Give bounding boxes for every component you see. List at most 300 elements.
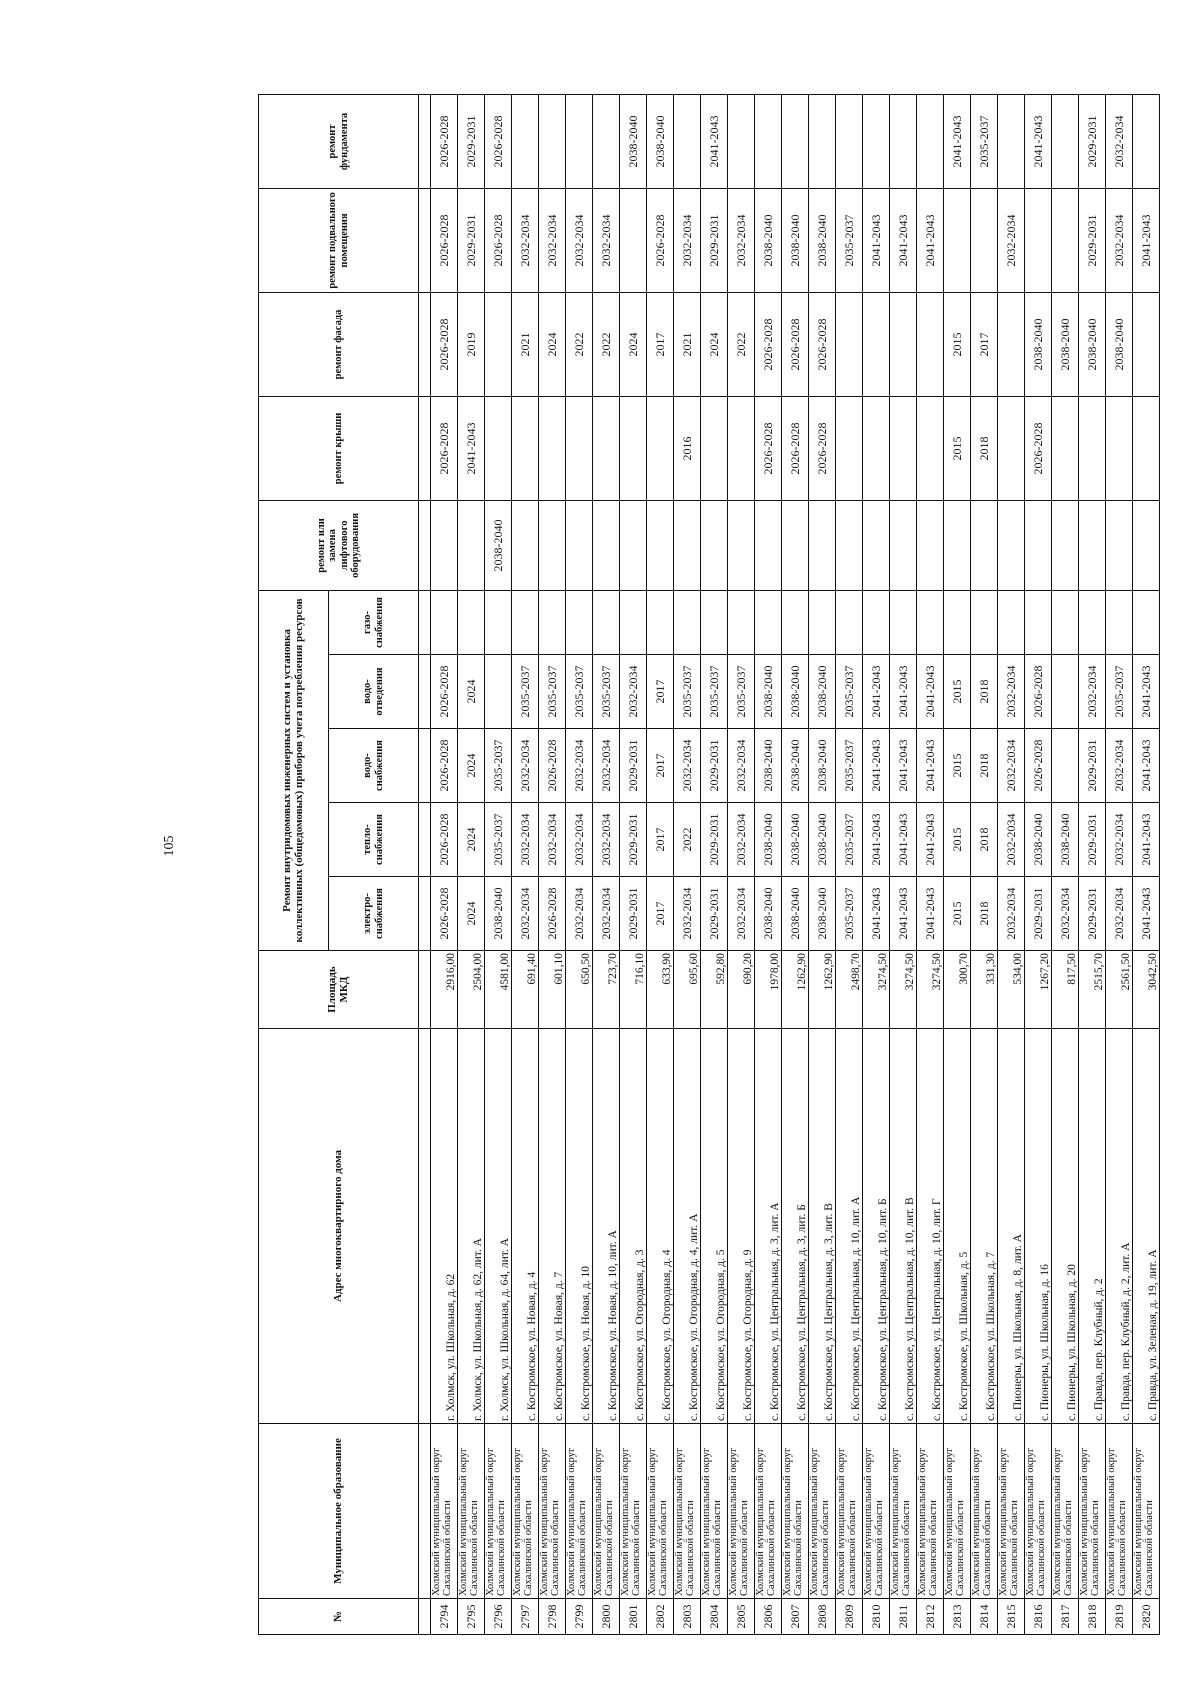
area-cell: 2515,70 — [1079, 951, 1106, 1029]
address-cell: г. Холмск, ул. Школьная, д. 62, лит. А — [458, 1029, 485, 1424]
facade-year-cell: 2022 — [593, 292, 620, 396]
electro-year-cell: 2032-2034 — [998, 877, 1025, 951]
address-cell: с. Костромское, ул. Новая, д. 10 — [566, 1029, 593, 1424]
header-electro: электро-снабжения — [329, 877, 419, 951]
gas-year-cell — [998, 590, 1025, 654]
lift-year-cell — [674, 500, 701, 590]
header-num: № — [259, 1599, 419, 1635]
gas-year-cell — [647, 590, 674, 654]
facade-year-cell: 2021 — [674, 292, 701, 396]
municipality-cell: Холмский муниципальный округ Сахалинской области — [890, 1424, 917, 1599]
row-number: 2803 — [674, 1599, 701, 1635]
basement-year-cell: 2032-2034 — [728, 188, 755, 292]
municipality-cell: Холмский муниципальный округ Сахалинской области — [1052, 1424, 1079, 1599]
table-row — [971, 94, 998, 1634]
heat-year-cell: 2032-2034 — [1106, 803, 1133, 877]
roof-year-cell: 2026-2028 — [782, 396, 809, 500]
drain-year-cell: 2035-2037 — [728, 655, 755, 729]
electro-year-cell: 2018 — [971, 877, 998, 951]
electro-year-cell: 2038-2040 — [809, 877, 836, 951]
basement-year-cell: 2041-2043 — [917, 188, 944, 292]
water-year-cell: 2032-2034 — [593, 729, 620, 803]
facade-year-cell — [863, 292, 890, 396]
table-row — [512, 94, 539, 1634]
header-foundation: ремонт фундамента — [259, 94, 419, 188]
drain-year-cell: 2024 — [458, 655, 485, 729]
water-year-cell: 2035-2037 — [485, 729, 512, 803]
area-cell: 3042,50 — [1133, 951, 1160, 1029]
water-year-cell: 2038-2040 — [755, 729, 782, 803]
facade-year-cell — [1133, 292, 1160, 396]
foundation-year-cell: 2038-2040 — [620, 94, 647, 188]
roof-year-cell — [917, 396, 944, 500]
water-year-cell: 2026-2028 — [539, 729, 566, 803]
electro-year-cell: 2041-2043 — [863, 877, 890, 951]
table-row — [998, 94, 1025, 1634]
lift-year-cell — [809, 500, 836, 590]
address-cell: с. Правда, ул. Зеленая, д. 19, лит. А — [1133, 1029, 1160, 1424]
municipality-cell: Холмский муниципальный округ Сахалинской области — [998, 1424, 1025, 1599]
gas-year-cell — [701, 590, 728, 654]
facade-year-cell: 2038-2040 — [1052, 292, 1079, 396]
municipality-cell: Холмский муниципальный округ Сахалинской области — [728, 1424, 755, 1599]
row-number: 2795 — [458, 1599, 485, 1635]
table-row — [539, 94, 566, 1634]
drain-year-cell: 2038-2040 — [809, 655, 836, 729]
area-cell: 1262,90 — [782, 951, 809, 1029]
lift-year-cell — [971, 500, 998, 590]
heat-year-cell: 2035-2037 — [485, 803, 512, 877]
table-row — [620, 94, 647, 1634]
water-year-cell: 2026-2028 — [431, 729, 458, 803]
water-year-cell: 2029-2031 — [1079, 729, 1106, 803]
table-row — [1106, 94, 1133, 1634]
drain-year-cell: 2041-2043 — [890, 655, 917, 729]
address-cell: с. Костромское, ул. Центральная, д. 10, лит. А — [836, 1029, 863, 1424]
roof-year-cell — [863, 396, 890, 500]
basement-year-cell: 2026-2028 — [647, 188, 674, 292]
lift-year-cell — [755, 500, 782, 590]
drain-year-cell: 2035-2037 — [701, 655, 728, 729]
water-year-cell: 2017 — [647, 729, 674, 803]
municipality-cell: Холмский муниципальный округ Сахалинской области — [620, 1424, 647, 1599]
foundation-year-cell: 2029-2031 — [1079, 94, 1106, 188]
row-number: 2794 — [431, 1599, 458, 1635]
water-year-cell: 2024 — [458, 729, 485, 803]
address-cell: с. Костромское, ул. Центральная, д. 3, лит. В — [809, 1029, 836, 1424]
area-cell: 716,10 — [620, 951, 647, 1029]
facade-year-cell: 2038-2040 — [1106, 292, 1133, 396]
foundation-year-cell — [836, 94, 863, 188]
electro-year-cell: 2026-2028 — [539, 877, 566, 951]
roof-year-cell — [1133, 396, 1160, 500]
heat-year-cell: 2038-2040 — [1025, 803, 1052, 877]
water-year-cell: 2041-2043 — [890, 729, 917, 803]
municipality-cell: Холмский муниципальный округ Сахалинской области — [863, 1424, 890, 1599]
roof-year-cell — [890, 396, 917, 500]
table-row — [890, 94, 917, 1634]
roof-year-cell — [620, 396, 647, 500]
roof-year-cell — [512, 396, 539, 500]
row-number: 2810 — [863, 1599, 890, 1635]
drain-year-cell — [485, 655, 512, 729]
foundation-year-cell — [998, 94, 1025, 188]
municipality-cell: Холмский муниципальный округ Сахалинской области — [431, 1424, 458, 1599]
lift-year-cell: 2038-2040 — [485, 500, 512, 590]
municipality-cell: Холмский муниципальный округ Сахалинской области — [836, 1424, 863, 1599]
row-number: 2819 — [1106, 1599, 1133, 1635]
drain-year-cell: 2032-2034 — [1079, 655, 1106, 729]
header-heat: тепло-снабжения — [329, 803, 419, 877]
foundation-year-cell — [1133, 94, 1160, 188]
municipality-cell: Холмский муниципальный округ Сахалинской области — [593, 1424, 620, 1599]
area-cell: 534,00 — [998, 951, 1025, 1029]
water-year-cell: 2032-2034 — [728, 729, 755, 803]
facade-year-cell: 2026-2028 — [782, 292, 809, 396]
municipality-cell: Холмский муниципальный округ Сахалинской области — [1133, 1424, 1160, 1599]
electro-year-cell: 2038-2040 — [755, 877, 782, 951]
header-facade: ремонт фасада — [259, 292, 419, 396]
foundation-year-cell — [539, 94, 566, 188]
gas-year-cell — [1133, 590, 1160, 654]
heat-year-cell: 2029-2031 — [701, 803, 728, 877]
water-year-cell: 2041-2043 — [917, 729, 944, 803]
roof-year-cell: 2026-2028 — [431, 396, 458, 500]
electro-year-cell: 2032-2034 — [674, 877, 701, 951]
gas-year-cell — [458, 590, 485, 654]
rotated-table-container — [258, 95, 1159, 1635]
water-year-cell: 2032-2034 — [566, 729, 593, 803]
heat-year-cell: 2032-2034 — [998, 803, 1025, 877]
roof-year-cell — [1052, 396, 1079, 500]
area-cell: 2916,00 — [431, 951, 458, 1029]
foundation-year-cell — [755, 94, 782, 188]
area-cell: 3274,50 — [890, 951, 917, 1029]
address-cell: с. Пионеры, ул. Школьная, д. 16 — [1025, 1029, 1052, 1424]
water-year-cell: 2026-2028 — [1025, 729, 1052, 803]
roof-year-cell — [728, 396, 755, 500]
facade-year-cell: 2038-2040 — [1079, 292, 1106, 396]
area-cell: 2561,50 — [1106, 951, 1133, 1029]
water-year-cell: 2029-2031 — [620, 729, 647, 803]
heat-year-cell: 2015 — [944, 803, 971, 877]
lift-year-cell — [1133, 500, 1160, 590]
electro-year-cell: 2038-2040 — [485, 877, 512, 951]
facade-year-cell — [917, 292, 944, 396]
water-year-cell: 2032-2034 — [1106, 729, 1133, 803]
facade-year-cell: 2017 — [647, 292, 674, 396]
water-year-cell: 2029-2031 — [701, 729, 728, 803]
foundation-year-cell: 2032-2034 — [1106, 94, 1133, 188]
header-basement: ремонт подвального помещения — [259, 188, 419, 292]
electro-year-cell: 2029-2031 — [1079, 877, 1106, 951]
roof-year-cell — [1106, 396, 1133, 500]
roof-year-cell: 2016 — [674, 396, 701, 500]
water-year-cell: 2041-2043 — [863, 729, 890, 803]
foundation-year-cell — [728, 94, 755, 188]
foundation-year-cell — [566, 94, 593, 188]
area-cell: 817,50 — [1052, 951, 1079, 1029]
table-row — [1079, 94, 1106, 1634]
foundation-year-cell: 2041-2043 — [944, 94, 971, 188]
facade-year-cell: 2021 — [512, 292, 539, 396]
address-cell: с. Костромское, ул. Центральная, д. 10, лит. Г — [917, 1029, 944, 1424]
basement-year-cell — [1052, 188, 1079, 292]
municipality-cell: Холмский муниципальный округ Сахалинской области — [782, 1424, 809, 1599]
gas-year-cell — [1025, 590, 1052, 654]
row-number: 2805 — [728, 1599, 755, 1635]
basement-year-cell: 2041-2043 — [890, 188, 917, 292]
gas-year-cell — [539, 590, 566, 654]
basement-year-cell: 2035-2037 — [836, 188, 863, 292]
row-number: 2807 — [782, 1599, 809, 1635]
facade-year-cell: 2024 — [620, 292, 647, 396]
row-number: 2814 — [971, 1599, 998, 1635]
roof-year-cell — [647, 396, 674, 500]
area-cell: 331,30 — [971, 951, 998, 1029]
heat-year-cell: 2041-2043 — [863, 803, 890, 877]
row-number: 2797 — [512, 1599, 539, 1635]
electro-year-cell: 2032-2034 — [593, 877, 620, 951]
row-number: 2799 — [566, 1599, 593, 1635]
lift-year-cell — [863, 500, 890, 590]
water-year-cell: 2015 — [944, 729, 971, 803]
table-row — [458, 94, 485, 1634]
area-cell: 650,50 — [566, 951, 593, 1029]
row-number: 2809 — [836, 1599, 863, 1635]
repair-schedule-table — [258, 94, 1160, 1635]
heat-year-cell: 2032-2034 — [593, 803, 620, 877]
table-row — [863, 94, 890, 1634]
facade-year-cell: 2019 — [458, 292, 485, 396]
row-number: 2815 — [998, 1599, 1025, 1635]
foundation-year-cell — [782, 94, 809, 188]
facade-year-cell: 2022 — [566, 292, 593, 396]
heat-year-cell: 2032-2034 — [512, 803, 539, 877]
lift-year-cell — [620, 500, 647, 590]
facade-year-cell — [485, 292, 512, 396]
address-cell: с. Костромское, ул. Огородная, д. 3 — [620, 1029, 647, 1424]
drain-year-cell: 2032-2034 — [620, 655, 647, 729]
water-year-cell: 2018 — [971, 729, 998, 803]
municipality-cell: Холмский муниципальный округ Сахалинской области — [701, 1424, 728, 1599]
header-gas: газо-снабжения — [329, 590, 419, 654]
municipality-cell: Холмский муниципальный округ Сахалинской области — [755, 1424, 782, 1599]
header-spacer-row — [419, 94, 431, 1634]
lift-year-cell — [512, 500, 539, 590]
foundation-year-cell — [593, 94, 620, 188]
address-cell: г. Холмск, ул. Школьная, д. 62 — [431, 1029, 458, 1424]
address-cell: с. Пионеры, ул. Школьная, д. 8, лит. А — [998, 1029, 1025, 1424]
heat-year-cell: 2041-2043 — [917, 803, 944, 877]
drain-year-cell: 2035-2037 — [674, 655, 701, 729]
foundation-year-cell — [890, 94, 917, 188]
heat-year-cell: 2041-2043 — [1133, 803, 1160, 877]
foundation-year-cell: 2041-2043 — [1025, 94, 1052, 188]
lift-year-cell — [782, 500, 809, 590]
drain-year-cell: 2038-2040 — [782, 655, 809, 729]
table-row — [701, 94, 728, 1634]
basement-year-cell: 2041-2043 — [1133, 188, 1160, 292]
basement-year-cell: 2038-2040 — [809, 188, 836, 292]
electro-year-cell: 2032-2034 — [1106, 877, 1133, 951]
gas-year-cell — [1106, 590, 1133, 654]
lift-year-cell — [836, 500, 863, 590]
address-cell: с. Костромское, ул. Новая, д. 4 — [512, 1029, 539, 1424]
electro-year-cell: 2015 — [944, 877, 971, 951]
address-cell: с. Костромское, ул. Центральная, д. 3, лит. А — [755, 1029, 782, 1424]
basement-year-cell: 2029-2031 — [1079, 188, 1106, 292]
basement-year-cell: 2026-2028 — [485, 188, 512, 292]
gas-year-cell — [836, 590, 863, 654]
electro-year-cell: 2026-2028 — [431, 877, 458, 951]
drain-year-cell: 2032-2034 — [998, 655, 1025, 729]
water-year-cell: 2032-2034 — [998, 729, 1025, 803]
header-address: Адрес многоквартирного дома — [259, 1029, 419, 1424]
municipality-cell: Холмский муниципальный округ Сахалинской области — [512, 1424, 539, 1599]
table-row — [485, 94, 512, 1634]
address-cell: с. Пионеры, ул. Школьная, д. 20 — [1052, 1029, 1079, 1424]
water-year-cell — [1052, 729, 1079, 803]
area-cell: 3274,50 — [917, 951, 944, 1029]
area-cell: 723,70 — [593, 951, 620, 1029]
facade-year-cell: 2026-2028 — [431, 292, 458, 396]
drain-year-cell: 2035-2037 — [1106, 655, 1133, 729]
foundation-year-cell — [512, 94, 539, 188]
foundation-year-cell: 2026-2028 — [485, 94, 512, 188]
drain-year-cell: 2035-2037 — [539, 655, 566, 729]
header-water: водо-снабжения — [329, 729, 419, 803]
foundation-year-cell — [863, 94, 890, 188]
heat-year-cell: 2032-2034 — [566, 803, 593, 877]
facade-year-cell: 2038-2040 — [1025, 292, 1052, 396]
lift-year-cell — [431, 500, 458, 590]
electro-year-cell: 2017 — [647, 877, 674, 951]
area-cell: 2498,70 — [836, 951, 863, 1029]
roof-year-cell — [836, 396, 863, 500]
row-number: 2802 — [647, 1599, 674, 1635]
heat-year-cell: 2018 — [971, 803, 998, 877]
gas-year-cell — [971, 590, 998, 654]
heat-year-cell: 2038-2040 — [755, 803, 782, 877]
address-cell: с. Костромское, ул. Центральная, д. 10, лит. Б — [863, 1029, 890, 1424]
lift-year-cell — [539, 500, 566, 590]
drain-year-cell — [1052, 655, 1079, 729]
basement-year-cell — [971, 188, 998, 292]
basement-year-cell: 2032-2034 — [539, 188, 566, 292]
area-cell: 300,70 — [944, 951, 971, 1029]
table-row — [647, 94, 674, 1634]
roof-year-cell: 2041-2043 — [458, 396, 485, 500]
lift-year-cell — [917, 500, 944, 590]
row-number: 2808 — [809, 1599, 836, 1635]
municipality-cell: Холмский муниципальный округ Сахалинской области — [1079, 1424, 1106, 1599]
drain-year-cell: 2041-2043 — [917, 655, 944, 729]
foundation-year-cell: 2026-2028 — [431, 94, 458, 188]
table-row — [836, 94, 863, 1634]
table-row — [674, 94, 701, 1634]
lift-year-cell — [566, 500, 593, 590]
heat-year-cell: 2032-2034 — [539, 803, 566, 877]
basement-year-cell: 2032-2034 — [512, 188, 539, 292]
electro-year-cell: 2024 — [458, 877, 485, 951]
foundation-year-cell — [809, 94, 836, 188]
foundation-year-cell: 2035-2037 — [971, 94, 998, 188]
water-year-cell: 2038-2040 — [809, 729, 836, 803]
row-number: 2800 — [593, 1599, 620, 1635]
area-cell: 4581,00 — [485, 951, 512, 1029]
facade-year-cell: 2024 — [539, 292, 566, 396]
table-row — [1133, 94, 1160, 1634]
area-cell: 601,10 — [539, 951, 566, 1029]
area-cell: 695,60 — [674, 951, 701, 1029]
foundation-year-cell — [1052, 94, 1079, 188]
facade-year-cell: 2015 — [944, 292, 971, 396]
basement-year-cell: 2038-2040 — [755, 188, 782, 292]
table-row — [944, 94, 971, 1634]
electro-year-cell: 2032-2034 — [512, 877, 539, 951]
heat-year-cell: 2038-2040 — [1052, 803, 1079, 877]
roof-year-cell: 2018 — [971, 396, 998, 500]
basement-year-cell: 2038-2040 — [782, 188, 809, 292]
lift-year-cell — [998, 500, 1025, 590]
roof-year-cell — [1079, 396, 1106, 500]
foundation-year-cell: 2029-2031 — [458, 94, 485, 188]
area-cell: 691,40 — [512, 951, 539, 1029]
electro-year-cell: 2035-2037 — [836, 877, 863, 951]
water-year-cell: 2038-2040 — [782, 729, 809, 803]
table-row — [809, 94, 836, 1634]
roof-year-cell: 2026-2028 — [809, 396, 836, 500]
basement-year-cell: 2032-2034 — [674, 188, 701, 292]
gas-year-cell — [1052, 590, 1079, 654]
row-number: 2813 — [944, 1599, 971, 1635]
roof-year-cell — [593, 396, 620, 500]
heat-year-cell: 2017 — [647, 803, 674, 877]
table-body — [431, 94, 1160, 1634]
municipality-cell: Холмский муниципальный округ Сахалинской области — [1106, 1424, 1133, 1599]
address-cell: с. Костромское, ул. Школьная, д. 5 — [944, 1029, 971, 1424]
heat-year-cell: 2038-2040 — [809, 803, 836, 877]
header-lift: ремонт или замена лифтового оборудования — [259, 500, 419, 590]
basement-year-cell: 2032-2034 — [566, 188, 593, 292]
municipality-cell: Холмский муниципальный округ Сахалинской области — [971, 1424, 998, 1599]
header-area: Площадь МКД — [259, 951, 419, 1029]
basement-year-cell — [1025, 188, 1052, 292]
row-number: 2811 — [890, 1599, 917, 1635]
heat-year-cell: 2029-2031 — [1079, 803, 1106, 877]
gas-year-cell — [917, 590, 944, 654]
lift-year-cell — [458, 500, 485, 590]
table-row — [728, 94, 755, 1634]
address-cell: с. Костромское, ул. Огородная, д. 9 — [728, 1029, 755, 1424]
address-cell: с. Костромское, ул. Центральная, д. 10, лит. В — [890, 1029, 917, 1424]
basement-year-cell: 2029-2031 — [458, 188, 485, 292]
table-row — [755, 94, 782, 1634]
address-cell: с. Костромское, ул. Школьная, д. 7 — [971, 1029, 998, 1424]
lift-year-cell — [701, 500, 728, 590]
gas-year-cell — [566, 590, 593, 654]
electro-year-cell: 2041-2043 — [1133, 877, 1160, 951]
municipality-cell: Холмский муниципальный округ Сахалинской области — [566, 1424, 593, 1599]
municipality-cell: Холмский муниципальный округ Сахалинской области — [485, 1424, 512, 1599]
header-systems-group: Ремонт внутридомовых инженерных систем и установка коллективных (общедомовых) приборов учета потребления ресурсов — [259, 590, 329, 950]
area-cell: 3274,50 — [863, 951, 890, 1029]
gas-year-cell — [1079, 590, 1106, 654]
facade-year-cell: 2026-2028 — [809, 292, 836, 396]
foundation-year-cell — [674, 94, 701, 188]
heat-year-cell: 2022 — [674, 803, 701, 877]
